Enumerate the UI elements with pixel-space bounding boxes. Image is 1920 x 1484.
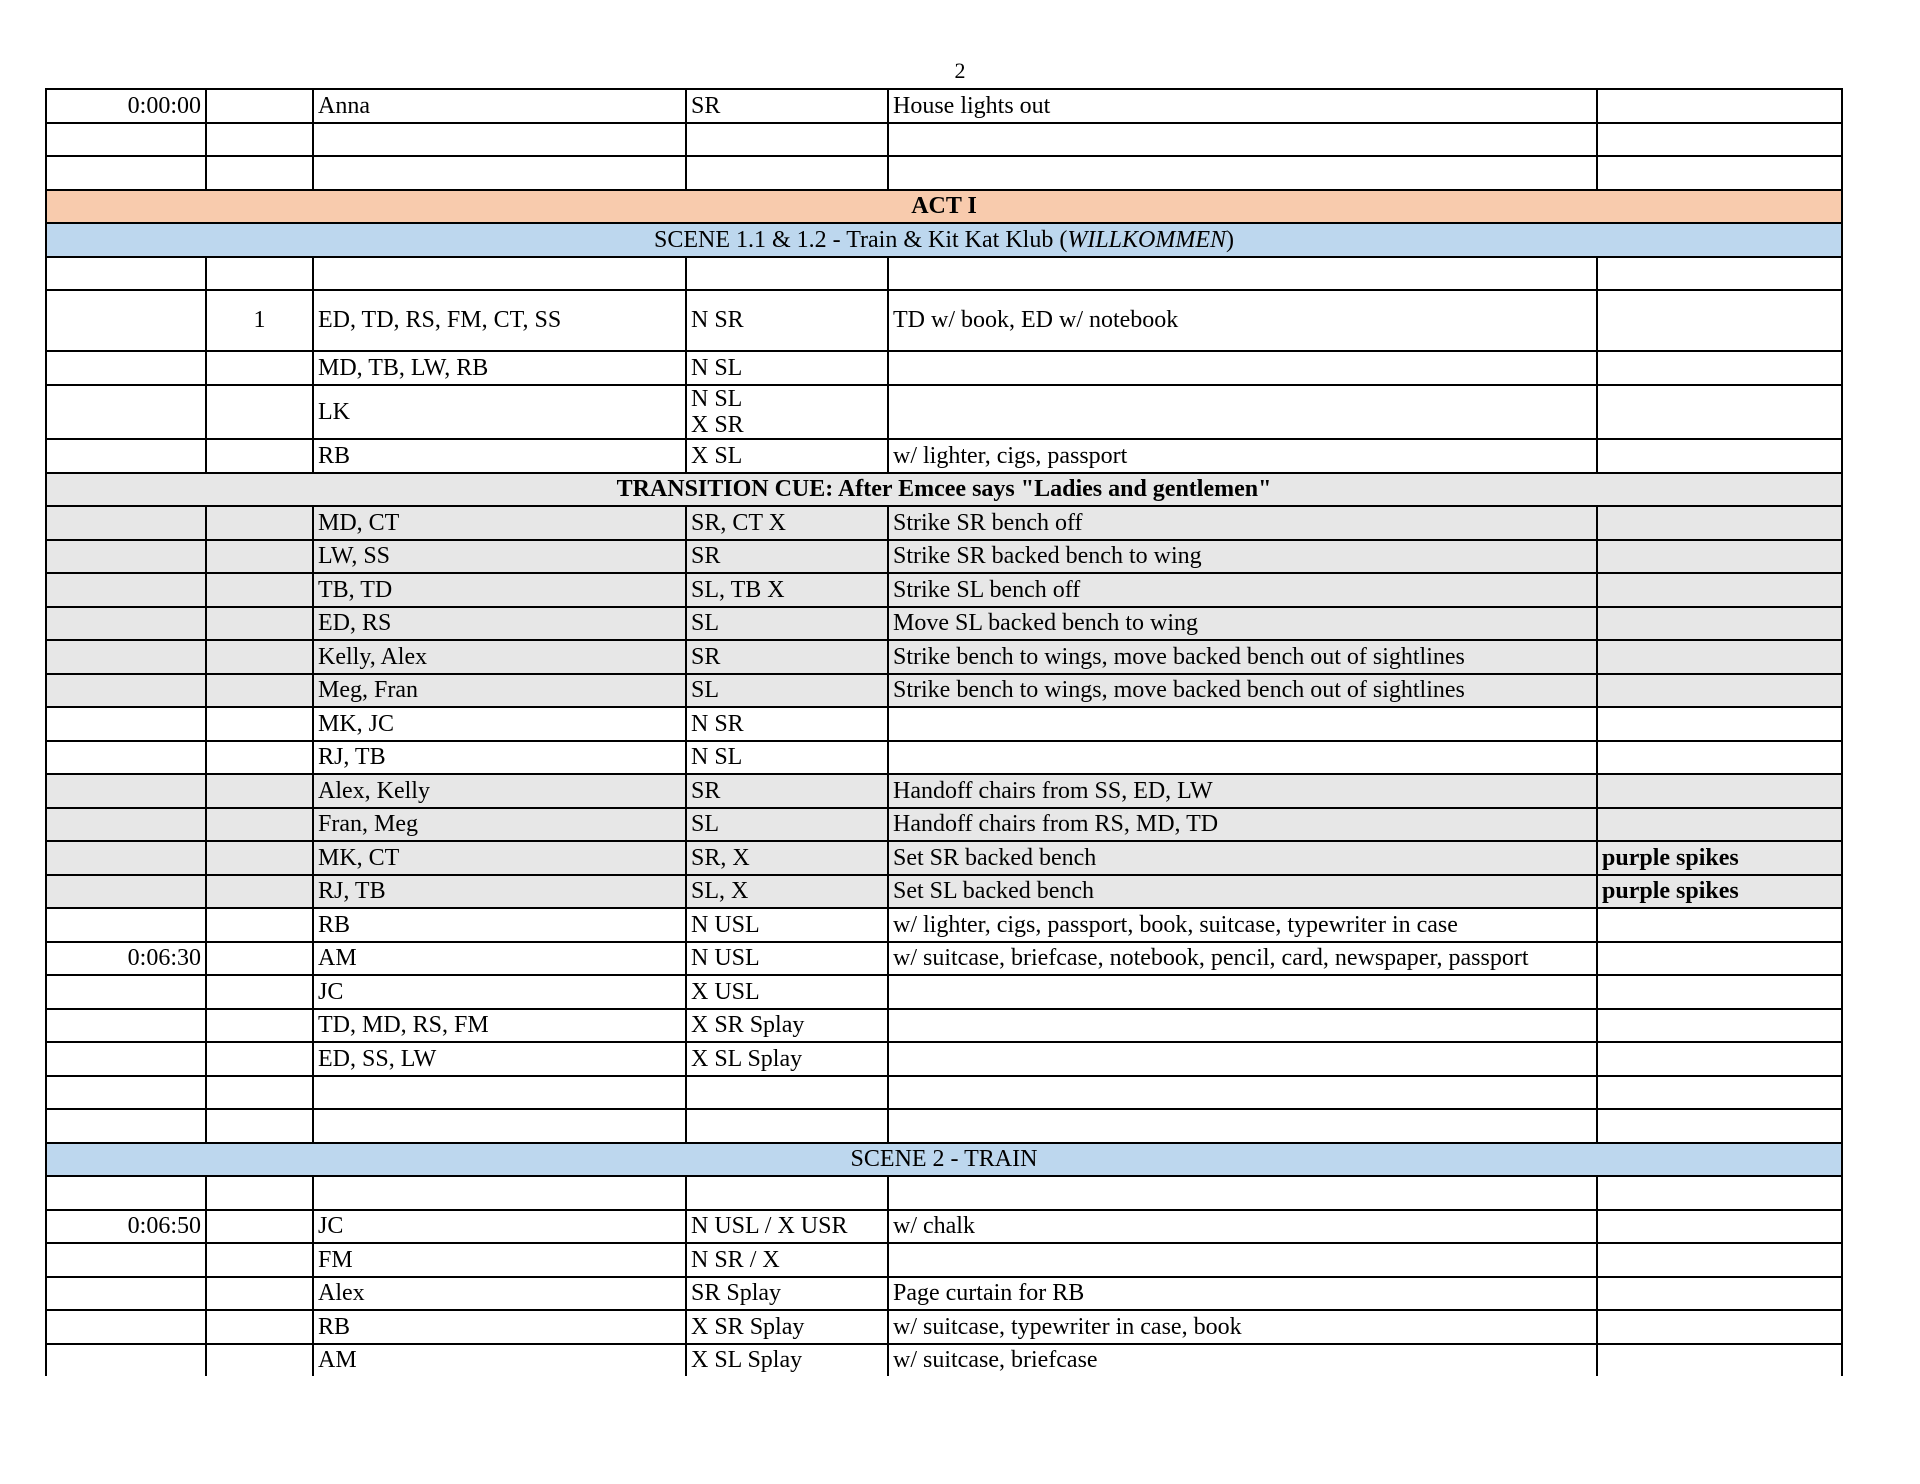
cell-time	[46, 741, 206, 775]
cell-cue	[206, 841, 313, 875]
table-row	[46, 741, 1842, 775]
cell-notes	[1597, 774, 1842, 808]
cell-action: Strike SR backed bench to wing	[888, 540, 1597, 574]
cell-notes	[1597, 640, 1842, 674]
cell-where	[686, 123, 888, 157]
cell-where-line: N SL	[691, 385, 743, 412]
act-header-row	[46, 190, 1842, 224]
cell-who: RJ, TB	[313, 875, 686, 909]
cell-time	[46, 506, 206, 540]
cell-cue	[206, 640, 313, 674]
cell-cue	[206, 1109, 313, 1143]
cell-time	[46, 351, 206, 385]
scene-song-title: WILLKOMMEN	[1067, 226, 1226, 253]
cell-action: Page curtain for RB	[888, 1277, 1597, 1311]
cell-cue	[206, 439, 313, 473]
cell-notes	[1597, 290, 1842, 351]
cell-action: Strike bench to wings, move backed bench out of sightlines	[888, 674, 1597, 708]
cell-cue	[206, 942, 313, 976]
table-row	[46, 1109, 1842, 1143]
scene-label-text: SCENE 2 - TRAIN	[850, 1146, 1038, 1173]
cell-notes	[1597, 1310, 1842, 1344]
cell-cue	[206, 1310, 313, 1344]
cell-cue	[206, 385, 313, 440]
cell-notes	[1597, 1009, 1842, 1043]
table-row	[46, 1344, 1842, 1377]
cell-time	[46, 540, 206, 574]
cell-who: MD, CT	[313, 506, 686, 540]
cell-notes	[1597, 1076, 1842, 1110]
cell-cue	[206, 1042, 313, 1076]
transition-label-text: TRANSITION CUE: After Emcee says "Ladies and gentlemen"	[616, 476, 1272, 503]
table-row	[46, 385, 1842, 440]
cell-who	[313, 1076, 686, 1110]
cell-who	[313, 156, 686, 190]
table-row	[46, 257, 1842, 291]
table-row	[46, 875, 1842, 909]
cell-cue	[206, 674, 313, 708]
cell-notes	[1597, 1042, 1842, 1076]
cell-who: JC	[313, 975, 686, 1009]
cell-action: w/ chalk	[888, 1210, 1597, 1244]
cell-action	[888, 156, 1597, 190]
cell-time	[46, 707, 206, 741]
cell-where: X SL Splay	[686, 1344, 888, 1377]
cell-who: ED, TD, RS, FM, CT, SS	[313, 290, 686, 351]
table-row	[46, 540, 1842, 574]
cell-time	[46, 1109, 206, 1143]
cell-notes	[1597, 707, 1842, 741]
cell-who: MD, TB, LW, RB	[313, 351, 686, 385]
cell-action: w/ lighter, cigs, passport, book, suitcase, typewriter in case	[888, 908, 1597, 942]
cell-time	[46, 573, 206, 607]
cell-where: SR, X	[686, 841, 888, 875]
cell-cue	[206, 741, 313, 775]
cell-cue	[206, 257, 313, 291]
cell-notes	[1597, 674, 1842, 708]
table-row	[46, 573, 1842, 607]
cell-where	[686, 156, 888, 190]
cell-cue	[206, 156, 313, 190]
cell-time	[46, 607, 206, 641]
cell-time	[46, 841, 206, 875]
cell-action: Set SL backed bench	[888, 875, 1597, 909]
cell-cue	[206, 1176, 313, 1210]
cue-sheet-table	[45, 88, 1843, 1376]
cell-time: 0:00:00	[46, 89, 206, 123]
cell-where: SR, CT X	[686, 506, 888, 540]
cell-who: Anna	[313, 89, 686, 123]
table-row	[46, 841, 1842, 875]
cell-where	[686, 1109, 888, 1143]
cell-cue	[206, 351, 313, 385]
cell-time	[46, 385, 206, 440]
table-row	[46, 290, 1842, 351]
cell-notes	[1597, 975, 1842, 1009]
cell-notes	[1597, 257, 1842, 291]
cell-where: SR	[686, 540, 888, 574]
cell-cue: 1	[206, 290, 313, 351]
cell-notes	[1597, 506, 1842, 540]
cell-action	[888, 1042, 1597, 1076]
cell-notes	[1597, 741, 1842, 775]
cell-where: N SL	[686, 741, 888, 775]
scene-label	[46, 1143, 1842, 1177]
cell-time	[46, 439, 206, 473]
cell-notes	[1597, 908, 1842, 942]
cell-cue	[206, 607, 313, 641]
cell-notes	[1597, 1109, 1842, 1143]
table-row	[46, 707, 1842, 741]
table-row	[46, 439, 1842, 473]
cell-who: Fran, Meg	[313, 808, 686, 842]
table-row	[46, 808, 1842, 842]
act-label-text: ACT I	[911, 193, 977, 220]
cell-action: House lights out	[888, 89, 1597, 123]
cell-notes	[1597, 439, 1842, 473]
cell-where: X SL Splay	[686, 1042, 888, 1076]
cell-action: Handoff chairs from SS, ED, LW	[888, 774, 1597, 808]
cell-notes	[1597, 808, 1842, 842]
cell-where: X SR Splay	[686, 1009, 888, 1043]
cell-cue	[206, 707, 313, 741]
cell-who: ED, RS	[313, 607, 686, 641]
cell-who: LW, SS	[313, 540, 686, 574]
cell-who: Alex	[313, 1277, 686, 1311]
cell-time	[46, 1176, 206, 1210]
cell-action: Move SL backed bench to wing	[888, 607, 1597, 641]
cell-where: SR	[686, 640, 888, 674]
cell-notes	[1597, 942, 1842, 976]
cell-who: Alex, Kelly	[313, 774, 686, 808]
cell-action: w/ suitcase, typewriter in case, book	[888, 1310, 1597, 1344]
cell-notes: purple spikes	[1597, 875, 1842, 909]
cell-cue	[206, 1210, 313, 1244]
cell-notes	[1597, 385, 1842, 440]
cell-where: N USL / X USR	[686, 1210, 888, 1244]
table-row	[46, 1009, 1842, 1043]
cell-notes	[1597, 1210, 1842, 1244]
cell-action: Handoff chairs from RS, MD, TD	[888, 808, 1597, 842]
cell-who: ED, SS, LW	[313, 1042, 686, 1076]
cell-where: SL, X	[686, 875, 888, 909]
cell-action: Set SR backed bench	[888, 841, 1597, 875]
cell-where: N SL	[686, 351, 888, 385]
cell-cue	[206, 1076, 313, 1110]
cell-notes	[1597, 351, 1842, 385]
table-row	[46, 640, 1842, 674]
transition-label	[46, 473, 1842, 507]
table-row	[46, 156, 1842, 190]
cell-who: MK, JC	[313, 707, 686, 741]
cell-action	[888, 1009, 1597, 1043]
table-row	[46, 1042, 1842, 1076]
cell-cue	[206, 774, 313, 808]
cell-time	[46, 975, 206, 1009]
cell-time	[46, 1009, 206, 1043]
page-number: 2	[954, 58, 966, 83]
cell-who	[313, 1109, 686, 1143]
cell-where	[686, 1176, 888, 1210]
cell-notes	[1597, 123, 1842, 157]
cell-where: N SR	[686, 707, 888, 741]
cell-time	[46, 808, 206, 842]
cell-cue	[206, 573, 313, 607]
act-label	[46, 190, 1842, 224]
cell-where: SR Splay	[686, 1277, 888, 1311]
cell-where: N SR / X	[686, 1243, 888, 1277]
cell-time	[46, 1344, 206, 1377]
cell-time	[46, 1243, 206, 1277]
cell-who: FM	[313, 1243, 686, 1277]
transition-cue-row	[46, 473, 1842, 507]
cell-action: w/ suitcase, briefcase, notebook, pencil, card, newspaper, passport	[888, 942, 1597, 976]
cell-who: RB	[313, 439, 686, 473]
cell-where: X SR Splay	[686, 1310, 888, 1344]
cell-action: Strike SL bench off	[888, 573, 1597, 607]
cell-time	[46, 156, 206, 190]
cell-where: SR	[686, 89, 888, 123]
cell-cue	[206, 875, 313, 909]
cell-time: 0:06:30	[46, 942, 206, 976]
cell-cue	[206, 89, 313, 123]
cell-cue	[206, 1344, 313, 1377]
cell-where-line: X SR	[691, 411, 744, 438]
cell-action	[888, 257, 1597, 291]
cell-time	[46, 123, 206, 157]
cell-notes	[1597, 1277, 1842, 1311]
cell-time	[46, 1042, 206, 1076]
cell-action	[888, 1176, 1597, 1210]
cell-who: AM	[313, 942, 686, 976]
cell-notes	[1597, 540, 1842, 574]
cell-who: TB, TD	[313, 573, 686, 607]
cell-action: Strike SR bench off	[888, 506, 1597, 540]
table-row	[46, 1277, 1842, 1311]
cell-notes	[1597, 89, 1842, 123]
cell-cue	[206, 540, 313, 574]
cell-cue	[206, 1009, 313, 1043]
cell-where	[686, 257, 888, 291]
cell-where	[686, 1076, 888, 1110]
cell-who: RJ, TB	[313, 741, 686, 775]
cell-cue	[206, 1243, 313, 1277]
scene-label	[46, 223, 1842, 257]
cell-time: 0:06:50	[46, 1210, 206, 1244]
table-row	[46, 674, 1842, 708]
cell-time	[46, 1277, 206, 1311]
cell-notes	[1597, 156, 1842, 190]
cell-time	[46, 674, 206, 708]
cell-action	[888, 1243, 1597, 1277]
cell-who: RB	[313, 908, 686, 942]
cell-where: SL, TB X	[686, 573, 888, 607]
cell-time	[46, 875, 206, 909]
cell-who: RB	[313, 1310, 686, 1344]
cell-time	[46, 290, 206, 351]
cell-action	[888, 385, 1597, 440]
table-row	[46, 1243, 1842, 1277]
scene-label-text: SCENE 1.1 & 1.2 - Train & Kit Kat Klub (	[653, 226, 1068, 253]
cell-who: JC	[313, 1210, 686, 1244]
cell-time	[46, 257, 206, 291]
scene-header-row	[46, 223, 1842, 257]
cell-cue	[206, 808, 313, 842]
cell-where: N USL	[686, 942, 888, 976]
table-row	[46, 89, 1842, 123]
cell-who: AM	[313, 1344, 686, 1377]
cell-who	[313, 257, 686, 291]
table-row	[46, 123, 1842, 157]
cell-cue	[206, 908, 313, 942]
cell-time	[46, 1310, 206, 1344]
cell-who	[313, 1176, 686, 1210]
table-row	[46, 1310, 1842, 1344]
cell-time	[46, 908, 206, 942]
cell-where: N SR	[686, 290, 888, 351]
cue-sheet-body	[46, 89, 1842, 1376]
cell-notes	[1597, 607, 1842, 641]
cell-who: Meg, Fran	[313, 674, 686, 708]
cell-action	[888, 741, 1597, 775]
cell-action: TD w/ book, ED w/ notebook	[888, 290, 1597, 351]
cell-time	[46, 1076, 206, 1110]
cell-where: SR	[686, 774, 888, 808]
cell-where: SL	[686, 808, 888, 842]
scene-label-suffix: )	[1226, 226, 1234, 253]
table-row	[46, 607, 1842, 641]
cell-cue	[206, 506, 313, 540]
table-row	[46, 506, 1842, 540]
table-row	[46, 1210, 1842, 1244]
cell-where: SL	[686, 607, 888, 641]
cell-who: Kelly, Alex	[313, 640, 686, 674]
table-row	[46, 1076, 1842, 1110]
table-row	[46, 908, 1842, 942]
cell-action: w/ suitcase, briefcase	[888, 1344, 1597, 1377]
cell-action	[888, 1109, 1597, 1143]
cell-who: MK, CT	[313, 841, 686, 875]
table-row	[46, 1176, 1842, 1210]
cell-who: TD, MD, RS, FM	[313, 1009, 686, 1043]
table-row	[46, 774, 1842, 808]
cell-notes	[1597, 1243, 1842, 1277]
cell-where: X SL	[686, 439, 888, 473]
scene-header-row	[46, 1143, 1842, 1177]
cell-action: Strike bench to wings, move backed bench out of sightlines	[888, 640, 1597, 674]
cell-where	[686, 385, 888, 440]
cell-where: X USL	[686, 975, 888, 1009]
cell-cue	[206, 1277, 313, 1311]
cell-notes	[1597, 1344, 1842, 1377]
cell-where: N USL	[686, 908, 888, 942]
cell-action	[888, 1076, 1597, 1110]
cell-where: SL	[686, 674, 888, 708]
cell-action	[888, 707, 1597, 741]
cell-who: LK	[313, 385, 686, 440]
cell-time	[46, 774, 206, 808]
cell-notes	[1597, 573, 1842, 607]
table-row	[46, 975, 1842, 1009]
table-row	[46, 942, 1842, 976]
cell-cue	[206, 975, 313, 1009]
cell-action: w/ lighter, cigs, passport	[888, 439, 1597, 473]
cell-notes	[1597, 1176, 1842, 1210]
cell-notes: purple spikes	[1597, 841, 1842, 875]
cell-action	[888, 123, 1597, 157]
table-row	[46, 351, 1842, 385]
cell-action	[888, 351, 1597, 385]
cell-cue	[206, 123, 313, 157]
cell-action	[888, 975, 1597, 1009]
cell-time	[46, 640, 206, 674]
cell-who	[313, 123, 686, 157]
